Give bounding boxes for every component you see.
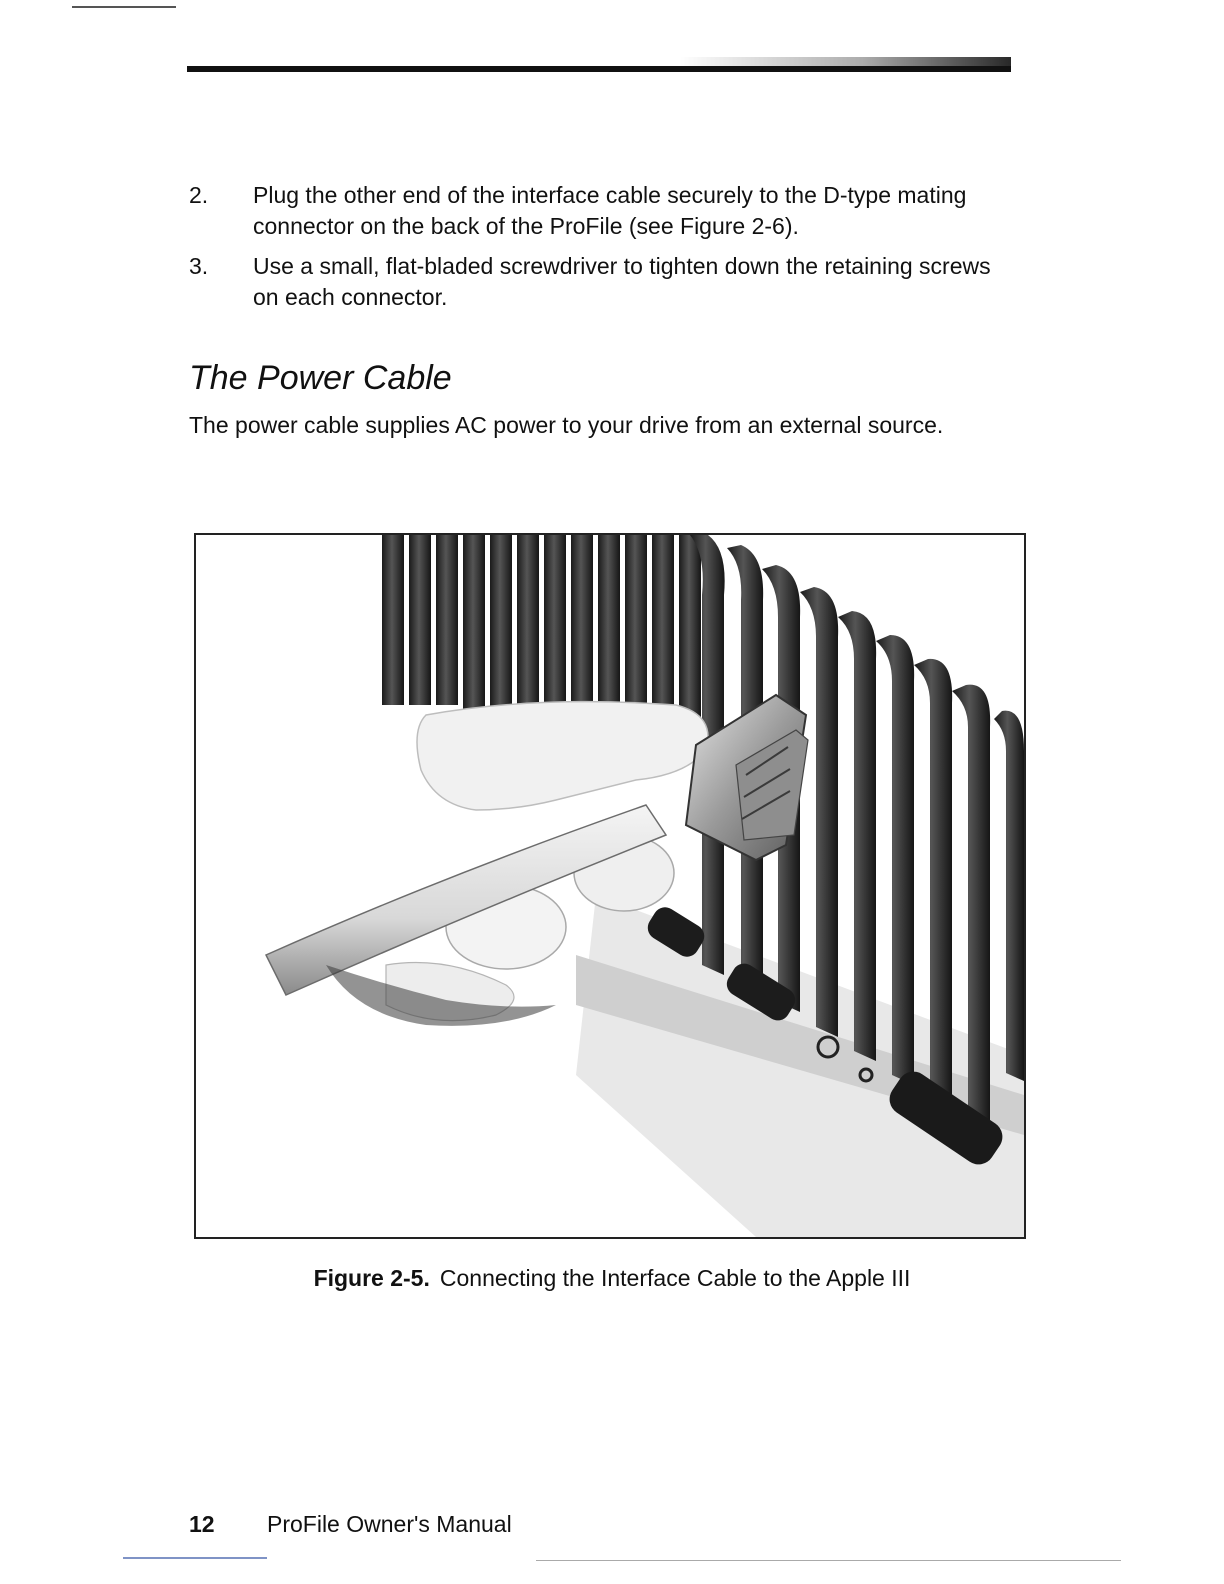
manual-title: ProFile Owner's Manual [267,1511,512,1537]
photo-apple-iii-connector [196,535,1024,1237]
section-intro: The power cable supplies AC power to your drive from an external source. [189,412,944,438]
step-text: Plug the other end of the interface cable securely to the D-type mating connector on the back of the ProFile (see Figure 2-6). [253,182,967,239]
figure-caption [0,1263,1224,1293]
scan-edge-mark [72,6,176,8]
step-number: 3. [189,253,209,279]
figure-caption-text: Connecting the Interface Cable to the Apple III [439,1265,911,1291]
step-number: 2. [189,182,209,208]
section-title: The Power Cable [189,359,452,397]
scan-edge-mark [123,1557,267,1559]
figure-photo [194,533,1026,1239]
scan-edge-mark [536,1560,1121,1561]
step-text: Use a small, flat-bladed screwdriver to tighten down the retaining screws on each connector. [253,253,991,310]
step-item [189,180,1019,242]
instruction-steps [189,180,1019,322]
page-number: 12 [189,1511,215,1537]
step-item [189,251,1019,313]
figure-label: Figure 2-5. [313,1265,430,1291]
page-footer [189,1509,512,1539]
header-rule [187,66,1011,72]
header-rule-shading [680,57,1011,66]
